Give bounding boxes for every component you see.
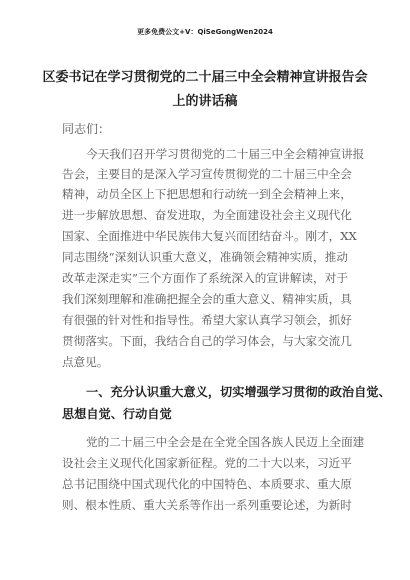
paragraph-line: 总书记围绕中国式现代化的中国特色、本质要求、重大原 [62, 477, 352, 491]
paragraph-line: 我们深刻理解和准确把握全会的重大意义、精神实质，具 [62, 292, 352, 306]
paragraph-line: 告会，主要目的是深入学习宣传贯彻党的二十届三中全会 [62, 167, 352, 181]
salutation: 同志们： [62, 122, 111, 136]
paragraph-line: 同志围绕“深刻认识重大意义，准确领会精神实质，推动 [62, 250, 348, 264]
section-heading-line-2: 思想自觉、行动自觉 [62, 407, 172, 421]
paragraph-line: 精神，动员全区上下把思想和行动统一到全会精神上来， [62, 187, 352, 201]
paragraph-line: 则、根本性质、重大关系等作出一系列重要论述，为新时 [62, 498, 352, 512]
paragraph-line: 改革走深走实”三个方面作了系统深入的宣讲解读，对于 [62, 271, 348, 285]
document-title-line-2: 上的讲话稿 [172, 94, 238, 109]
section-heading-line-1: 一、充分认识重大意义，切实增强学习贯彻的政治自觉、 [86, 385, 391, 399]
paragraph-line: 进一步解放思想、奋发进取，为全面建设社会主义现代化 [62, 208, 352, 222]
paragraph-line: 贯彻落实。下面，我结合自己的学习体会，与大家交流几 [62, 334, 352, 348]
paragraph-line: 今天我们召开学习贯彻党的二十届三中全会精神宣讲报 [86, 147, 365, 161]
paragraph-line: 国家、全面推进中华民族伟大复兴而团结奋斗。刚才，XX [62, 229, 357, 243]
paragraph-line: 有很强的针对性和指导性。希望大家认真学习领会，抓好 [62, 313, 352, 327]
document-title-line-1: 区委书记在学习贯彻党的二十届三中全会精神宣讲报告会 [42, 70, 368, 85]
paragraph-line: 点意见。 [62, 355, 109, 369]
header-note: 更多免费公文+V：QiSeGongWen2024 [137, 28, 273, 36]
paragraph-line: 设社会主义现代化国家新征程。党的二十大以来，习近平 [62, 456, 352, 470]
paragraph-line: 党的二十届三中全会是在全党全国各族人民迈上全面建 [86, 435, 365, 449]
